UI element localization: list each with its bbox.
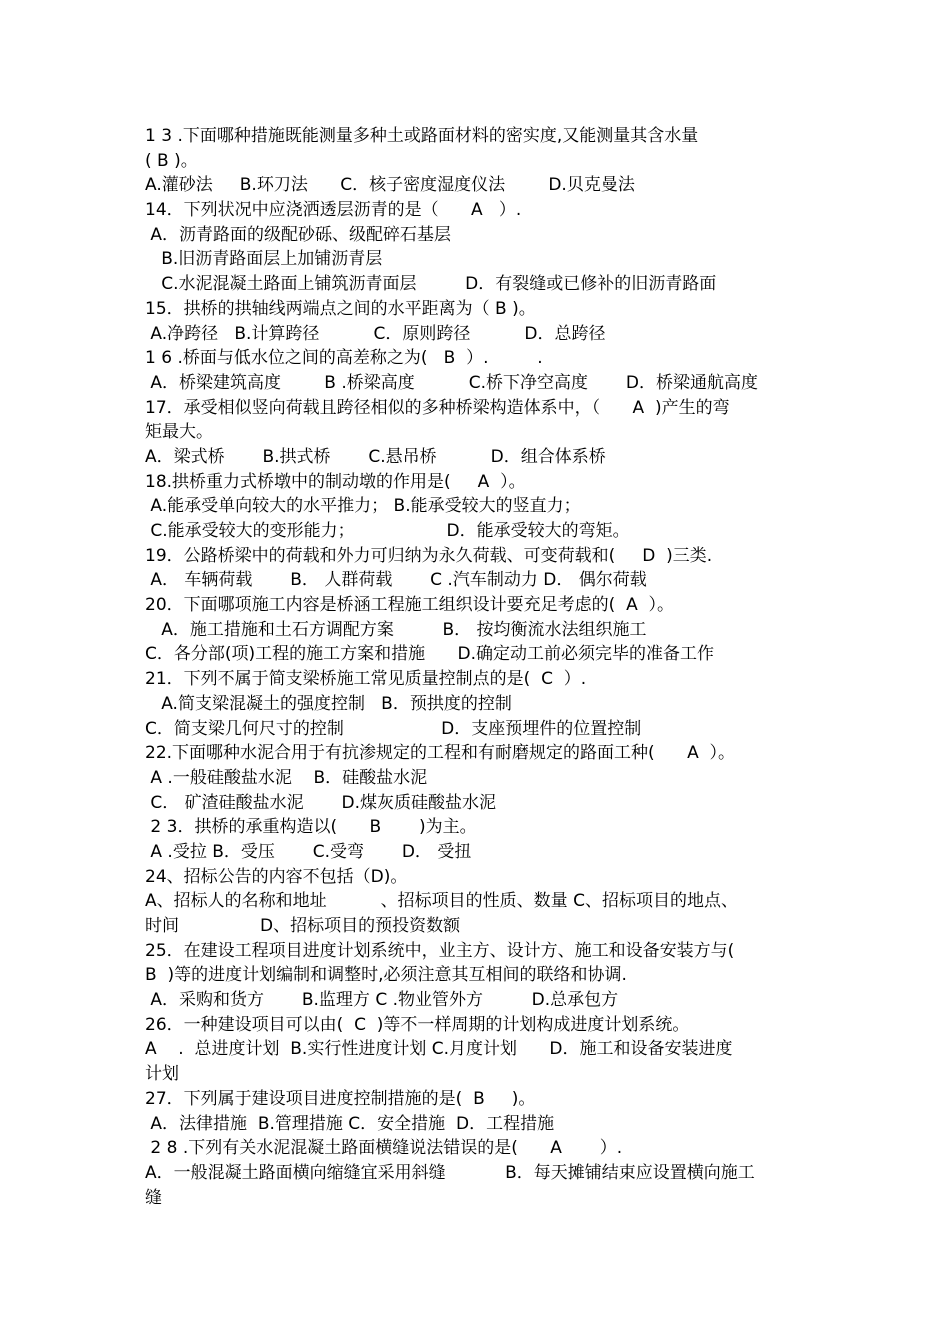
text-line: A．沥青路面的级配砂砾、级配碎石基层 [145,224,452,245]
text-line: C． 矿渣硅酸盐水泥 D.煤灰质硅酸盐水泥 [145,792,496,813]
text-line: A． 车辆荷载 B． 人群荷载 C .汽车制动力 D． 偶尔荷载 [145,570,647,591]
text-line: A．施工措施和土石方调配方案 B． 按均衡流水法组织施工 [145,619,647,640]
text-line: 26．一种建设项目可以由( C )等不一样周期的计划构成进度计划系统。 [145,1014,690,1035]
text-line: A．法律措施 B.管理措施 C．安全措施 D．工程措施 [145,1113,555,1134]
text-line: 14．下列状况中应浇洒透层沥青的是（ A ）. [145,200,522,221]
text-line: 1 3 .下面哪种措施既能测量多种土或路面材料的密实度,又能测量其含水量 [145,126,699,146]
text-line: A.简支梁混凝土的强度控制 B．预拱度的控制 [145,693,512,714]
text-line: 1 6 .桥面与低水位之间的高差称之为( B ）. . [145,348,543,369]
text-line: 时间 D、招标项目的预投资数额 [145,916,461,936]
text-line: 2 8 .下列有关水泥混凝土路面横缝说法错误的是( A ）. [145,1138,623,1159]
text-line: A．梁式桥 B.拱式桥 C.悬吊桥 D．组合体系桥 [145,446,606,467]
text-line: C．各分部(项)工程的施工方案和措施 D.确定动工前必须完毕的准备工作 [145,644,715,665]
text-line: 15．拱桥的拱轴线两端点之间的水平距离为（ B )。 [145,298,536,319]
text-line: A . 总进度计划 B.实行性进度计划 C.月度计划 D．施工和设备安装进度 [145,1039,733,1060]
text-line: B )等的进度计划编制和调整时,必须注意其互相间的联络和协调. [145,965,627,986]
text-line: 缝 [145,1187,162,1208]
text-line: A．采购和货方 B.监理方 C .物业管外方 D.总承包方 [145,990,619,1011]
text-line: A .一般硅酸盐水泥 B．硅酸盐水泥 [145,767,428,788]
text-line: 2 3．拱桥的承重构造以( B )为主。 [145,817,477,838]
text-line: C．简支梁几何尺寸的控制 D．支座预埋件的位置控制 [145,718,642,739]
text-line: A.灌砂法 B.环刀法 C．核子密度湿度仪法 D.贝克曼法 [145,175,635,196]
text-line: A．桥梁建筑高度 B .桥梁高度 C.桥下净空高度 D．桥梁通航高度 [145,372,758,393]
text-line: A .受拉 B．受压 C.受弯 D． 受扭 [145,841,472,862]
text-line: 20．下面哪项施工内容是桥涵工程施工组织设计要充足考虑的( A ）。 [145,595,675,616]
text-line: 25．在建设工程项目进度计划系统中，业主方、设计方、施工和设备安装方与( [145,940,735,961]
text-line: B.旧沥青路面层上加铺沥青层 [145,249,383,270]
text-line: 17．承受相似竖向荷载且跨径相似的多种桥梁构造体系中，（ A )产生的弯 [145,397,730,418]
text-line: ( B )。 [145,150,198,171]
text-line: 21．下列不属于简支梁桥施工常见质量控制点的是( C ）. [145,669,587,690]
text-line: 24、招标公告的内容不包括（D)。 [145,866,408,887]
text-line: A．一般混凝土路面横向缩缝宜采用斜缝 B．每天摊铺结束应设置横向施工 [145,1162,755,1183]
text-line: 18.拱桥重力式桥墩中的制动墩的作用是( A ）。 [145,471,526,492]
text-line: 19．公路桥梁中的荷载和外力可归纳为永久荷载、可变荷载和( D )三类. [145,545,713,566]
text-line: C.水泥混凝土路面上铺筑沥青面层 D．有裂缝或已修补的旧沥青路面 [145,274,717,295]
text-line: A、招标人的名称和地址 、招标项目的性质、数量 C、招标项目的地点、 [145,891,738,912]
text-line: 27．下列属于建设项目进度控制措施的是( B )。 [145,1088,536,1109]
text-line: 计划 [145,1064,179,1085]
exam-question-text [145,124,810,1210]
text-line: A.能承受单向较大的水平推力； B.能承受较大的竖直力； [145,496,581,517]
text-line: 矩最大。 [145,422,213,443]
text-line: C.能承受较大的变形能力； D．能承受较大的弯矩。 [145,521,630,541]
text-line: 22.下面哪种水泥合用于有抗渗规定的工程和有耐磨规定的路面工种( A ）。 [145,743,736,764]
text-line: A.净跨径 B.计算跨径 C．原则跨径 D．总跨径 [145,323,606,344]
